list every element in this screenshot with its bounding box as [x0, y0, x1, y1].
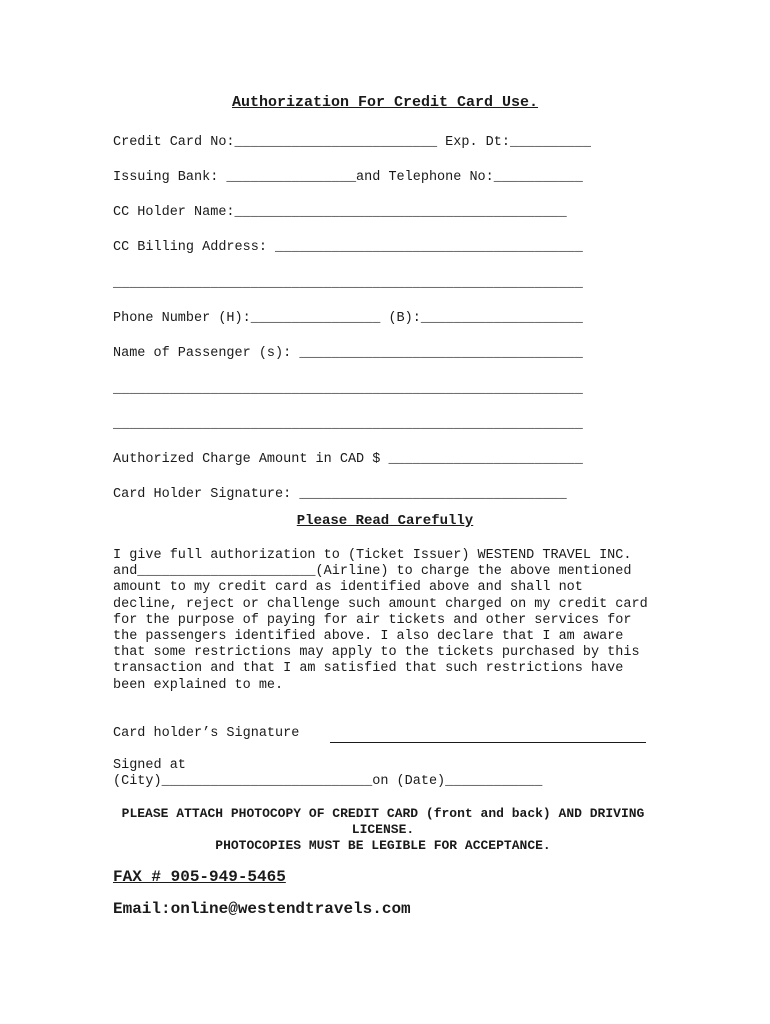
signed-at-label: Signed at [113, 758, 186, 773]
photocopy-notice-line-2: PHOTOCOPIES MUST BE LEGIBLE FOR ACCEPTANCE. [215, 838, 551, 853]
card-holder-signature-label: Card holder’s Signature [113, 726, 300, 741]
fax-number: FAX # 905-949-5465 [113, 868, 286, 886]
cc-holder-name-field[interactable]: CC Holder Name:_________________________________________ [113, 205, 567, 220]
cc-billing-address-field[interactable]: CC Billing Address: ______________________________________ [113, 240, 583, 255]
city-date-field[interactable]: (City)__________________________on (Date)____________ [113, 774, 543, 789]
issuing-bank-field[interactable]: Issuing Bank: ________________and Telephone No:___________ [113, 170, 583, 185]
email-address[interactable]: Email:online@westendtravels.com [113, 900, 411, 918]
authorization-paragraph: I give full authorization to (Ticket Issuer) WESTEND TRAVEL INC. and______________________(Airline) to charge the above mentioned amount to my credit card as identified above and shall not decline, reject or challenge such amount charged on my credit card for the purpose of paying for air tickets and other services for the passengers identified above. I also declare that I am aware that some restrictions may apply to the tickets purchased by this transaction and that I am satisfied that such restrictions have been explained to me. [113, 548, 656, 693]
credit-card-number-field[interactable]: Credit Card No:_________________________ Exp. Dt:__________ [113, 135, 591, 150]
photocopy-notice-line-1: PLEASE ATTACH PHOTOCOPY OF CREDIT CARD (front and back) AND DRIVING LICENSE. [121, 806, 645, 837]
charge-amount-field[interactable]: Authorized Charge Amount in CAD $ ________________________ [113, 452, 583, 467]
card-holder-signature-line[interactable] [330, 742, 646, 743]
phone-number-field[interactable]: Phone Number (H):________________ (B):____________________ [113, 311, 583, 326]
passenger-names-line-3[interactable]: __________________________________________________________ [113, 417, 583, 432]
passenger-names-field[interactable]: Name of Passenger (s): ___________________________________ [113, 346, 583, 361]
please-read-heading: Please Read Carefully [296, 513, 474, 529]
card-holder-signature-field[interactable]: Card Holder Signature: _________________________________ [113, 487, 567, 502]
passenger-names-line-2[interactable]: __________________________________________________________ [113, 382, 583, 397]
photocopy-notice [113, 806, 653, 854]
form-title: Authorization For Credit Card Use. [231, 94, 539, 111]
cc-billing-address-line-2[interactable]: __________________________________________________________ [113, 276, 583, 291]
